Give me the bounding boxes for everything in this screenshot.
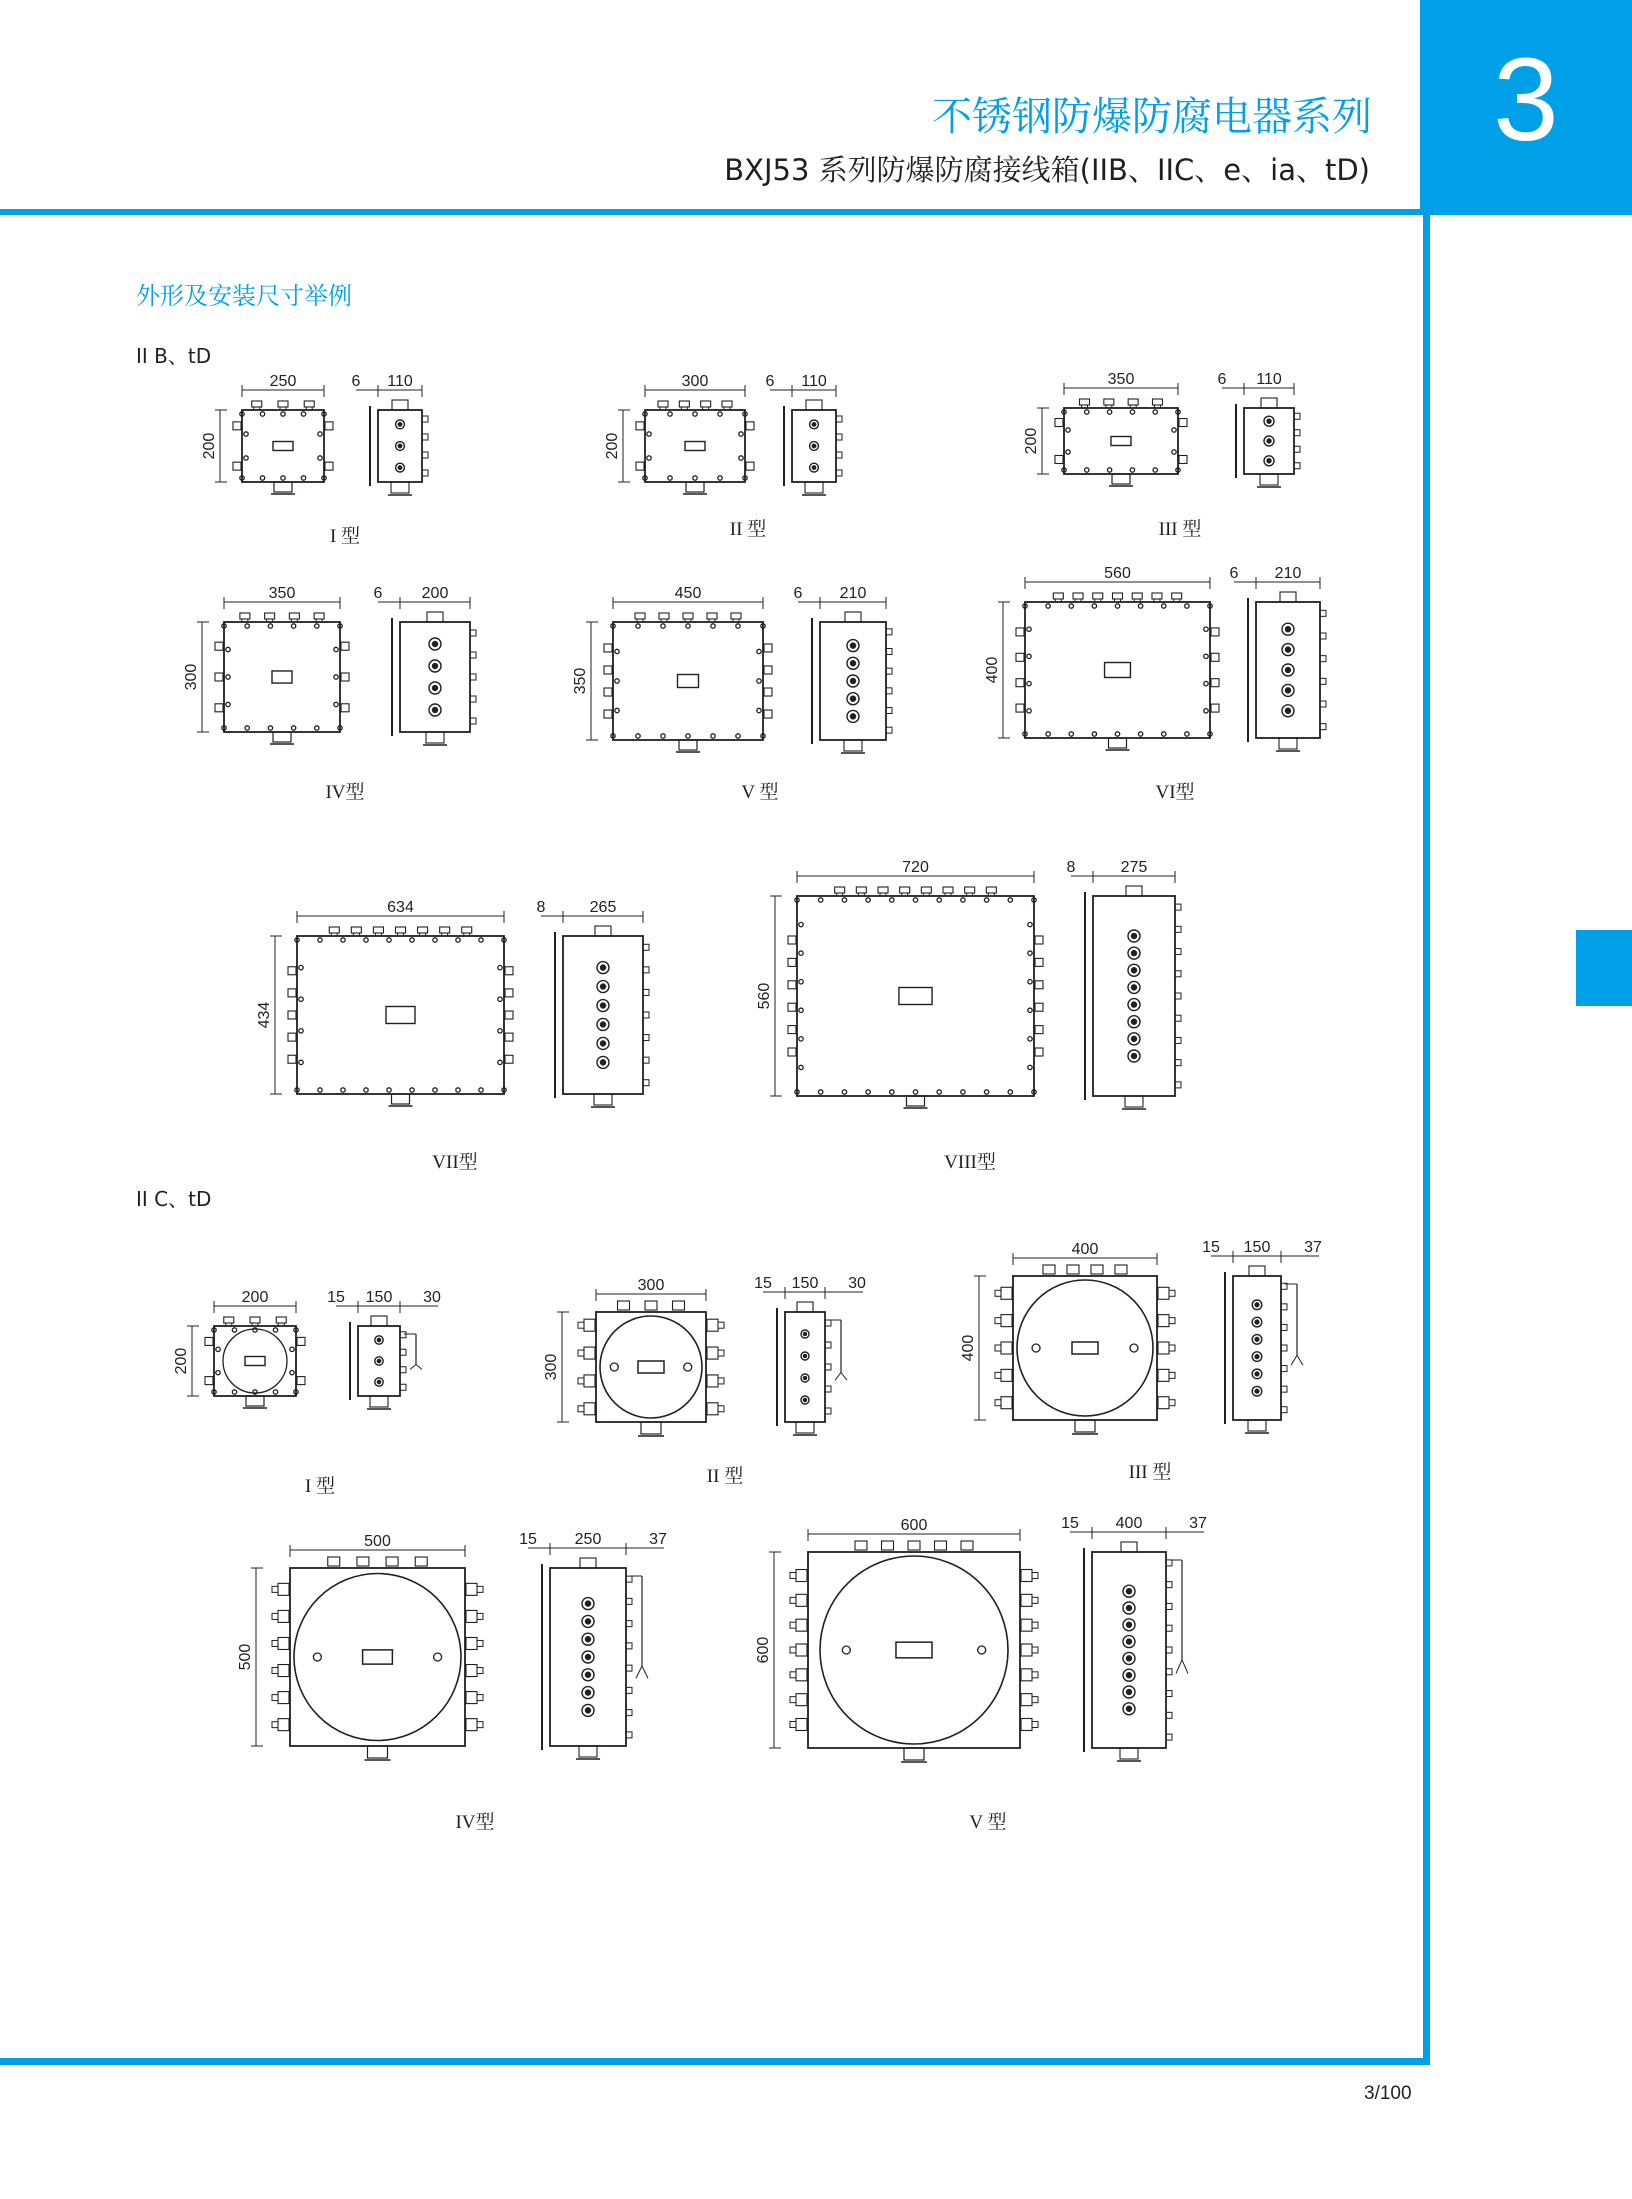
dimension-gap: 15 (1202, 1239, 1220, 1256)
model-label: VI型 (1155, 782, 1195, 803)
dimension-width: 350 (268, 585, 296, 602)
dimension-width: 450 (674, 585, 702, 602)
dimension-height: 560 (756, 982, 773, 1010)
dimension-width: 265 (589, 899, 617, 916)
front-view (756, 859, 1043, 1108)
dimension-width: 275 (1120, 859, 1148, 876)
dimension-height: 400 (960, 1334, 977, 1362)
model-label: V 型 (969, 1812, 1007, 1833)
side-view (1230, 565, 1326, 751)
section-title: 外形及安装尺寸举例 (136, 282, 352, 310)
dimension-height: 600 (755, 1636, 772, 1664)
model-label: VII型 (432, 1152, 478, 1173)
series-title: 不锈钢防爆防腐电器系列 (932, 94, 1372, 140)
front-view (201, 373, 333, 494)
side-view (1067, 859, 1181, 1109)
front-view (183, 585, 349, 744)
front-view (543, 1277, 724, 1436)
dimension-gap: 15 (327, 1289, 345, 1306)
side-view (766, 373, 842, 495)
side-view (374, 585, 476, 745)
side-view (1061, 1515, 1207, 1761)
dimension-ext: 30 (423, 1289, 441, 1306)
dimension-height: 500 (237, 1643, 254, 1671)
dimension-width: 400 (1115, 1515, 1143, 1532)
model-label: II 型 (729, 519, 767, 540)
side-view (794, 585, 892, 753)
dimension-height: 300 (543, 1353, 560, 1381)
dimension-width: 150 (791, 1275, 819, 1292)
dimension-width: 300 (637, 1277, 665, 1294)
dimension-gap: 15 (519, 1531, 537, 1548)
dimension-ext: 37 (1189, 1515, 1207, 1532)
dimension-height: 200 (1023, 427, 1040, 455)
dimension-width: 720 (902, 859, 929, 876)
dimension-width: 110 (801, 373, 827, 390)
model-label: III 型 (1128, 1462, 1172, 1483)
dimension-width: 600 (900, 1517, 928, 1534)
side-view (327, 1289, 441, 1409)
dimension-gap: 6 (1229, 565, 1239, 582)
dimension-height: 434 (256, 1001, 273, 1029)
dimension-width: 400 (1071, 1241, 1099, 1258)
dimension-width: 150 (365, 1289, 393, 1306)
chapter-number: 3 (1493, 34, 1559, 166)
model-label: III 型 (1158, 519, 1202, 540)
dimension-gap: 15 (1061, 1515, 1079, 1532)
dimension-gap: 8 (536, 899, 546, 916)
dimension-width: 634 (387, 899, 414, 916)
dimension-gap: 6 (373, 585, 383, 602)
dimension-gap: 6 (1217, 371, 1227, 388)
dimension-height: 200 (604, 432, 621, 460)
side-view (352, 373, 428, 495)
dimension-width: 250 (574, 1531, 602, 1548)
side-view (1218, 371, 1300, 487)
front-view (572, 585, 772, 752)
side-view (754, 1275, 866, 1435)
dimension-width: 300 (681, 373, 709, 390)
front-view (237, 1533, 483, 1760)
front-view (960, 1241, 1175, 1434)
dimension-height: 350 (572, 667, 589, 695)
dimension-ext: 37 (1304, 1239, 1322, 1256)
dimension-width: 250 (269, 373, 297, 390)
front-view (755, 1517, 1038, 1762)
dimension-width: 210 (839, 585, 867, 602)
dimension-width: 200 (421, 585, 449, 602)
model-label: I 型 (329, 526, 361, 547)
front-view (256, 899, 513, 1106)
dimension-gap: 6 (765, 373, 775, 390)
dimension-width: 350 (1107, 371, 1135, 388)
front-view (604, 373, 754, 494)
dimension-gap: 8 (1066, 859, 1076, 876)
dimension-width: 560 (1104, 565, 1131, 582)
side-view (1202, 1239, 1322, 1433)
group-label-iic: II C、tD (136, 1187, 212, 1211)
model-label: IV型 (455, 1812, 495, 1833)
page-number: 3/100 (1364, 2083, 1412, 2104)
model-label: IV型 (325, 782, 365, 803)
front-view (173, 1289, 305, 1408)
dimension-height: 200 (201, 432, 218, 460)
dimension-ext: 37 (649, 1531, 667, 1548)
dimension-gap: 6 (351, 373, 361, 390)
dimension-gap: 15 (754, 1275, 772, 1292)
dimension-width: 110 (387, 373, 413, 390)
side-view (519, 1531, 667, 1759)
dimension-width: 150 (1243, 1239, 1271, 1256)
front-view (1023, 371, 1187, 486)
model-label: II 型 (706, 1466, 744, 1487)
model-label: I 型 (304, 1476, 336, 1497)
dimension-height: 300 (183, 663, 200, 691)
side-view (537, 899, 649, 1107)
model-label: VIII型 (944, 1152, 996, 1173)
group-label-iib: II B、tD (136, 344, 212, 368)
product-title: BXJ53 系列防爆防腐接线箱(IIB、IIC、e、ia、tD) (724, 153, 1370, 187)
dimension-width: 500 (364, 1533, 391, 1550)
dimension-width: 110 (1256, 371, 1282, 388)
dimension-width: 200 (241, 1289, 269, 1306)
model-label: V 型 (741, 782, 779, 803)
front-view (984, 565, 1219, 750)
dimension-gap: 6 (793, 585, 803, 602)
dimension-height: 400 (984, 656, 1001, 684)
dimension-ext: 30 (848, 1275, 866, 1292)
dimension-width: 210 (1274, 565, 1302, 582)
dimension-height: 200 (173, 1347, 190, 1375)
